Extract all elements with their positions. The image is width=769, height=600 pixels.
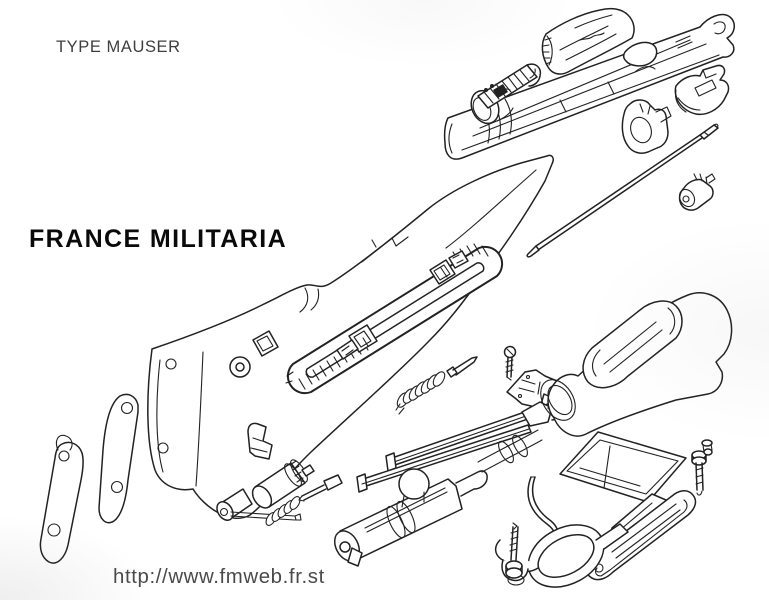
- receiver-port: [624, 42, 657, 65]
- rear-guard-screw-drawing: [692, 451, 706, 495]
- brand-title: FRANCE MILITARIA: [29, 225, 288, 253]
- butt-side-plate-drawing: [99, 394, 138, 522]
- buttplate-drawing: [40, 435, 83, 563]
- type-mauser-label: TYPE MAUSER: [56, 37, 181, 56]
- bolt-rails-drawing: [357, 404, 551, 492]
- firing-pin-drawing: [395, 357, 477, 414]
- stock-washer-drawing: [230, 357, 250, 377]
- muzzle-cap-drawing: [676, 174, 715, 210]
- barrel-band-drawing: [622, 100, 671, 153]
- magazine-box-drawing: [560, 432, 686, 502]
- trigger-screw: [505, 347, 516, 381]
- rear-firing-pin-drawing: [299, 475, 342, 501]
- lock-screw-drawing: [702, 440, 712, 455]
- website-url: http://www.fmweb.fr.st: [113, 566, 325, 588]
- bolt-body-drawing: [330, 469, 487, 566]
